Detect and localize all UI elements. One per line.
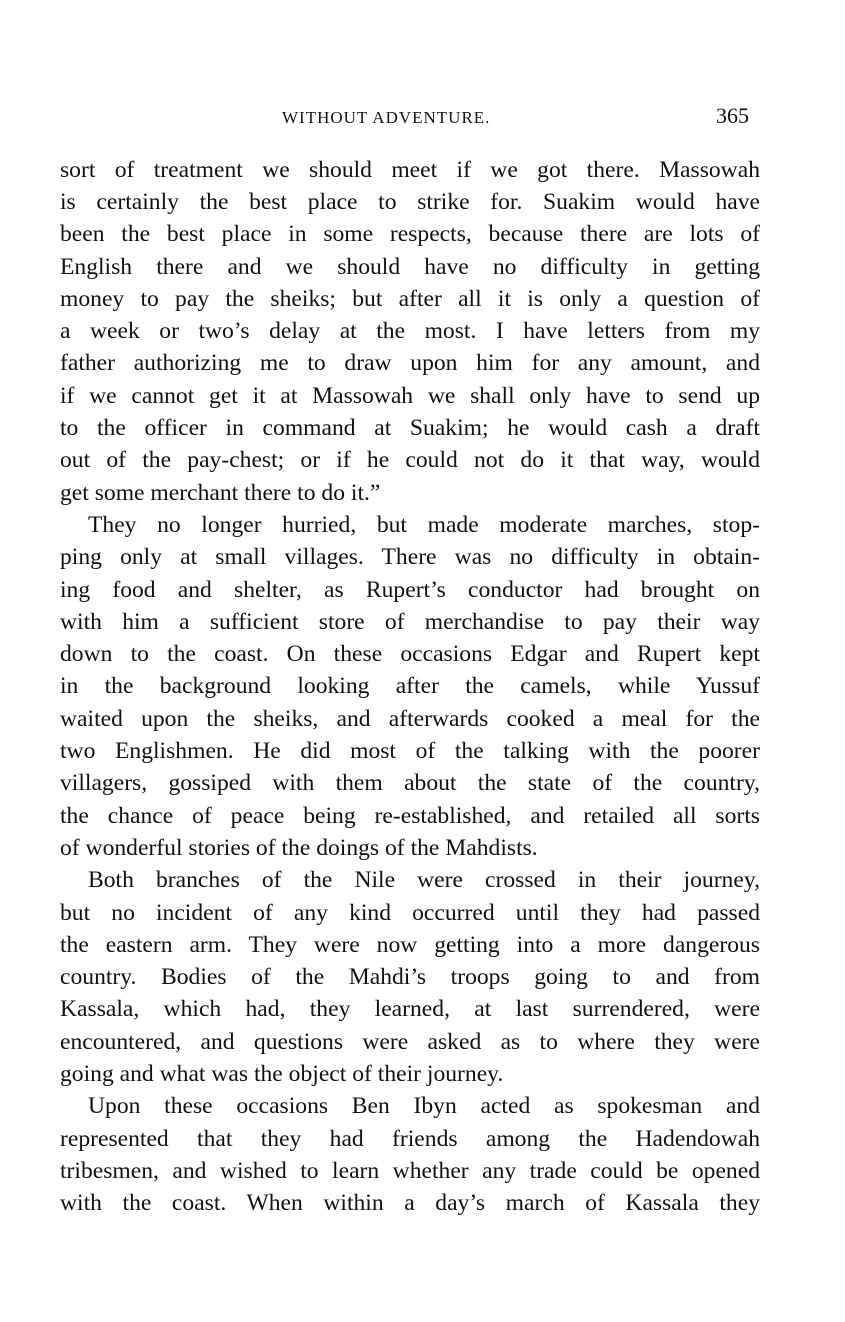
text-line: ping only at small villages. There was no difficulty in obtain- [60, 544, 760, 570]
text-line: is certainly the best place to strike for. Suakim would have [60, 189, 760, 215]
text-line: if we cannot get it at Massowah we shall only have to send up [60, 383, 760, 409]
text-line: the chance of peace being re-established, and retailed all sorts [60, 803, 760, 829]
text-line: but no incident of any kind occurred until they had passed [60, 900, 760, 926]
text-line: Both branches of the Nile were crossed in their journey, [88, 867, 760, 893]
text-line: They no longer hurried, but made moderate marches, stop- [88, 512, 760, 538]
text-line: to the officer in command at Suakim; he would cash a draft [60, 415, 760, 441]
text-line: father authorizing me to draw upon him for any amount, and [60, 350, 760, 376]
text-line: encountered, and questions were asked as to where they were [60, 1029, 760, 1055]
text-line: money to pay the sheiks; but after all it is only a question of [60, 286, 760, 312]
text-line: English there and we should have no difficulty in getting [60, 254, 760, 280]
text-line: the eastern arm. They were now getting into a more dangerous [60, 932, 760, 958]
text-line: sort of treatment we should meet if we got there. Massowah [60, 157, 760, 183]
text-line: ing food and shelter, as Rupert’s conductor had brought on [60, 577, 760, 603]
text-line: Upon these occasions Ben Ibyn acted as spokesman and [88, 1093, 760, 1119]
running-title: WITHOUT ADVENTURE. [282, 108, 491, 127]
text-line: in the background looking after the camels, while Yussuf [60, 673, 760, 699]
text-line: get some merchant there to do it.” [60, 480, 381, 506]
text-line: Kassala, which had, they learned, at last surrendered, were [60, 996, 760, 1022]
text-line: a week or two’s delay at the most. I have letters from my [60, 318, 760, 344]
text-line: represented that they had friends among the Hadendowah [60, 1126, 760, 1152]
text-line: two Englishmen. He did most of the talking with the poorer [60, 738, 760, 764]
text-line: out of the pay-chest; or if he could not do it that way, would [60, 447, 760, 473]
text-line: of wonderful stories of the doings of the Mahdists. [60, 835, 538, 861]
text-line: with the coast. When within a day’s march of Kassala they [60, 1190, 760, 1216]
text-line: villagers, gossiped with them about the state of the country, [60, 770, 760, 796]
text-line: going and what was the object of their journey. [60, 1061, 504, 1087]
text-line: down to the coast. On these occasions Edgar and Rupert kept [60, 641, 760, 667]
text-line: waited upon the sheiks, and afterwards cooked a meal for the [60, 706, 760, 732]
page-number: 365 [716, 103, 749, 128]
text-line: with him a sufficient store of merchandise to pay their way [60, 609, 760, 635]
text-line: tribesmen, and wished to learn whether any trade could be opened [60, 1158, 760, 1184]
text-line: been the best place in some respects, because there are lots of [60, 221, 760, 247]
text-line: country. Bodies of the Mahdi’s troops going to and from [60, 964, 760, 990]
